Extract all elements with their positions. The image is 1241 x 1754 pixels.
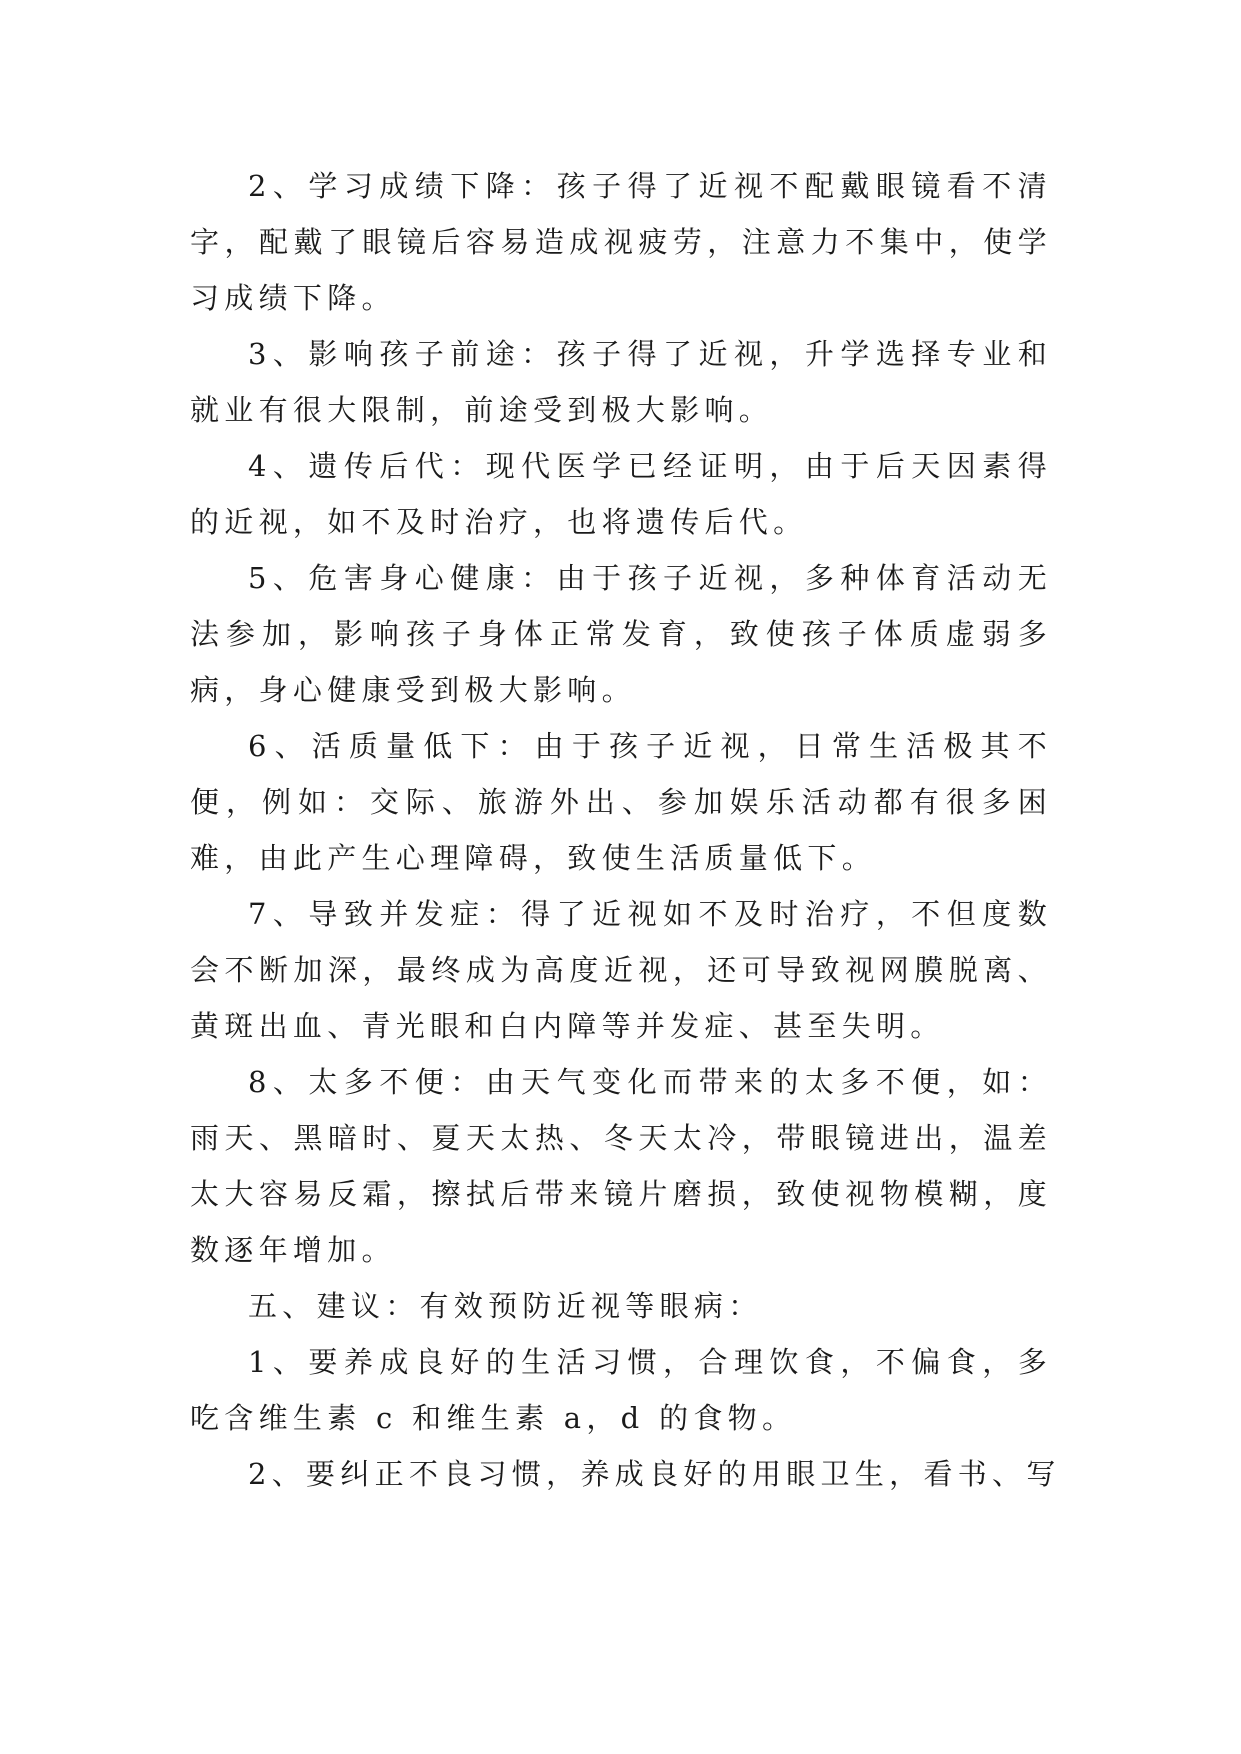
document-body	[190, 158, 1061, 1502]
suggestion-item-1-habits: 1、要养成良好的生活习惯，合理饮食，不偏食，多吃含维生素 c 和维生素 a，d 的食物。	[190, 1345, 1052, 1435]
paragraph-item-6-quality-of-life: 6、活质量低下：由于孩子近视，日常生活极其不便，例如：交际、旅游外出、参加娱乐活动都有很多困难，由此产生心理障碍，致使生活质量低下。	[190, 729, 1052, 875]
paragraph-item-4-heredity: 4、遗传后代：现代医学已经证明，由于后天因素得的近视，如不及时治疗，也将遗传后代。	[190, 449, 1052, 539]
paragraph-item-5-health: 5、危害身心健康：由于孩子近视，多种体育活动无法参加，影响孩子身体正常发育，致使孩子体质虚弱多病，身心健康受到极大影响。	[190, 561, 1052, 707]
paragraph-item-2-grades: 2、学习成绩下降：孩子得了近视不配戴眼镜看不清字，配戴了眼镜后容易造成视疲劳，注意力不集中，使学习成绩下降。	[190, 169, 1052, 315]
paragraph-item-7-complications: 7、导致并发症：得了近视如不及时治疗，不但度数会不断加深，最终成为高度近视，还可导致视网膜脱离、黄斑出血、青光眼和白内障等并发症、甚至失明。	[190, 897, 1052, 1043]
paragraph-item-8-inconvenience: 8、太多不便：由天气变化而带来的太多不便，如：雨天、黑暗时、夏天太热、冬天太冷，带眼镜进出，温差太大容易反霜，擦拭后带来镜片磨损，致使视物模糊，度数逐年增加。	[190, 1065, 1052, 1267]
section-heading-suggestions: 五、建议：有效预防近视等眼病：	[248, 1289, 763, 1323]
suggestion-item-2-eye-hygiene: 2、要纠正不良习惯，养成良好的用眼卫生，看书、写	[248, 1457, 1061, 1491]
paragraph-item-3-future: 3、影响孩子前途：孩子得了近视，升学选择专业和就业有很大限制，前途受到极大影响。	[190, 337, 1052, 427]
